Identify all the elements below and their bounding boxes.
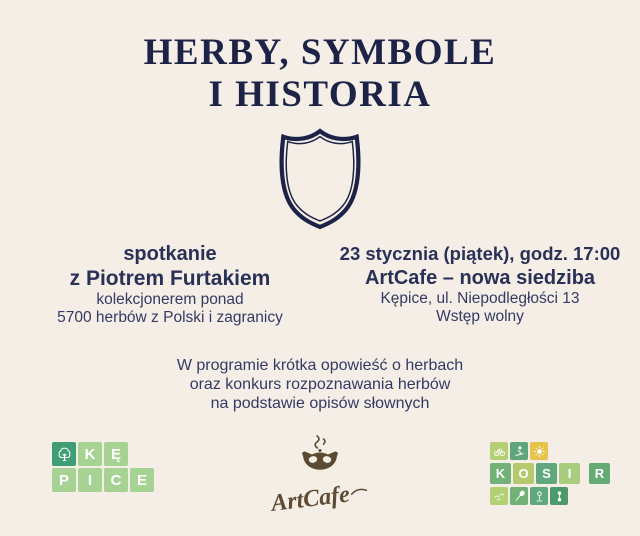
speaker-line3: kolekcjonerem ponad [96,291,244,308]
steam-icon [315,436,325,448]
birds-icon [490,487,508,505]
event-admission: Wstęp wolny [436,308,524,325]
kepice-logo [52,442,154,494]
speaker-line2: z Piotrem Furtakiem [69,267,271,290]
program-line3: na podstawie opisów słownych [210,395,430,412]
kosir-letter-tile: O [513,463,534,484]
coffee-cup-mask-icon [296,434,344,478]
kepice-letter-tile: P [52,468,76,492]
sun-icon [530,442,548,460]
swash-flourish-icon [350,485,369,497]
poster-title [0,32,640,116]
bicycle-icon [490,442,508,460]
artcafe-wordmark [254,477,386,520]
kepice-letter-tile: C [104,468,128,492]
kosir-logo-row1 [490,442,610,460]
kosir-logo-row2 [490,463,610,484]
artcafe-label: ArtCafe [269,481,352,517]
kepice-letter-tile: E [130,468,154,492]
kosir-letter-tile: I [559,463,580,484]
kosir-logo-row3 [490,487,610,505]
kepice-letter-tile: I [78,468,102,492]
program-line2: oraz konkurs rozpoznawania herbów [189,376,451,393]
poster-title-line2: I HISTORIA [208,74,432,115]
kosir-letter-tile: R [589,463,610,484]
program-description [0,356,640,413]
tree-icon [52,442,76,466]
venue-column [330,242,630,326]
event-date: 23 stycznia (piątek), godz. 17:00 [339,243,621,264]
artcafe-logo [255,434,385,517]
ball-player-icon [530,487,548,505]
dumbbell-icon [550,487,568,505]
kepice-letter-tile: K [78,442,102,466]
event-venue: ArtCafe – nowa siedziba [364,267,596,289]
speaker-column [10,242,330,327]
skier-icon [510,442,528,460]
kepice-logo-row2 [52,468,154,492]
kosir-letter-tile: K [490,463,511,484]
kosir-logo [490,442,610,505]
speaker-line1: spotkanie [123,243,217,265]
kepice-logo-row1 [52,442,154,466]
paddle-icon [510,487,528,505]
poster-title-line1: HERBY, SYMBOLE [143,32,497,73]
program-line1: W programie krótka opowieść o herbach [176,357,464,374]
kepice-letter-tile: Ę [104,442,128,466]
event-address: Kępice, ul. Niepodległości 13 [380,290,580,307]
heraldic-shield-icon [273,126,367,237]
kosir-letter-tile: S [536,463,557,484]
speaker-line4: 5700 herbów z Polski i zagranicy [57,309,283,326]
